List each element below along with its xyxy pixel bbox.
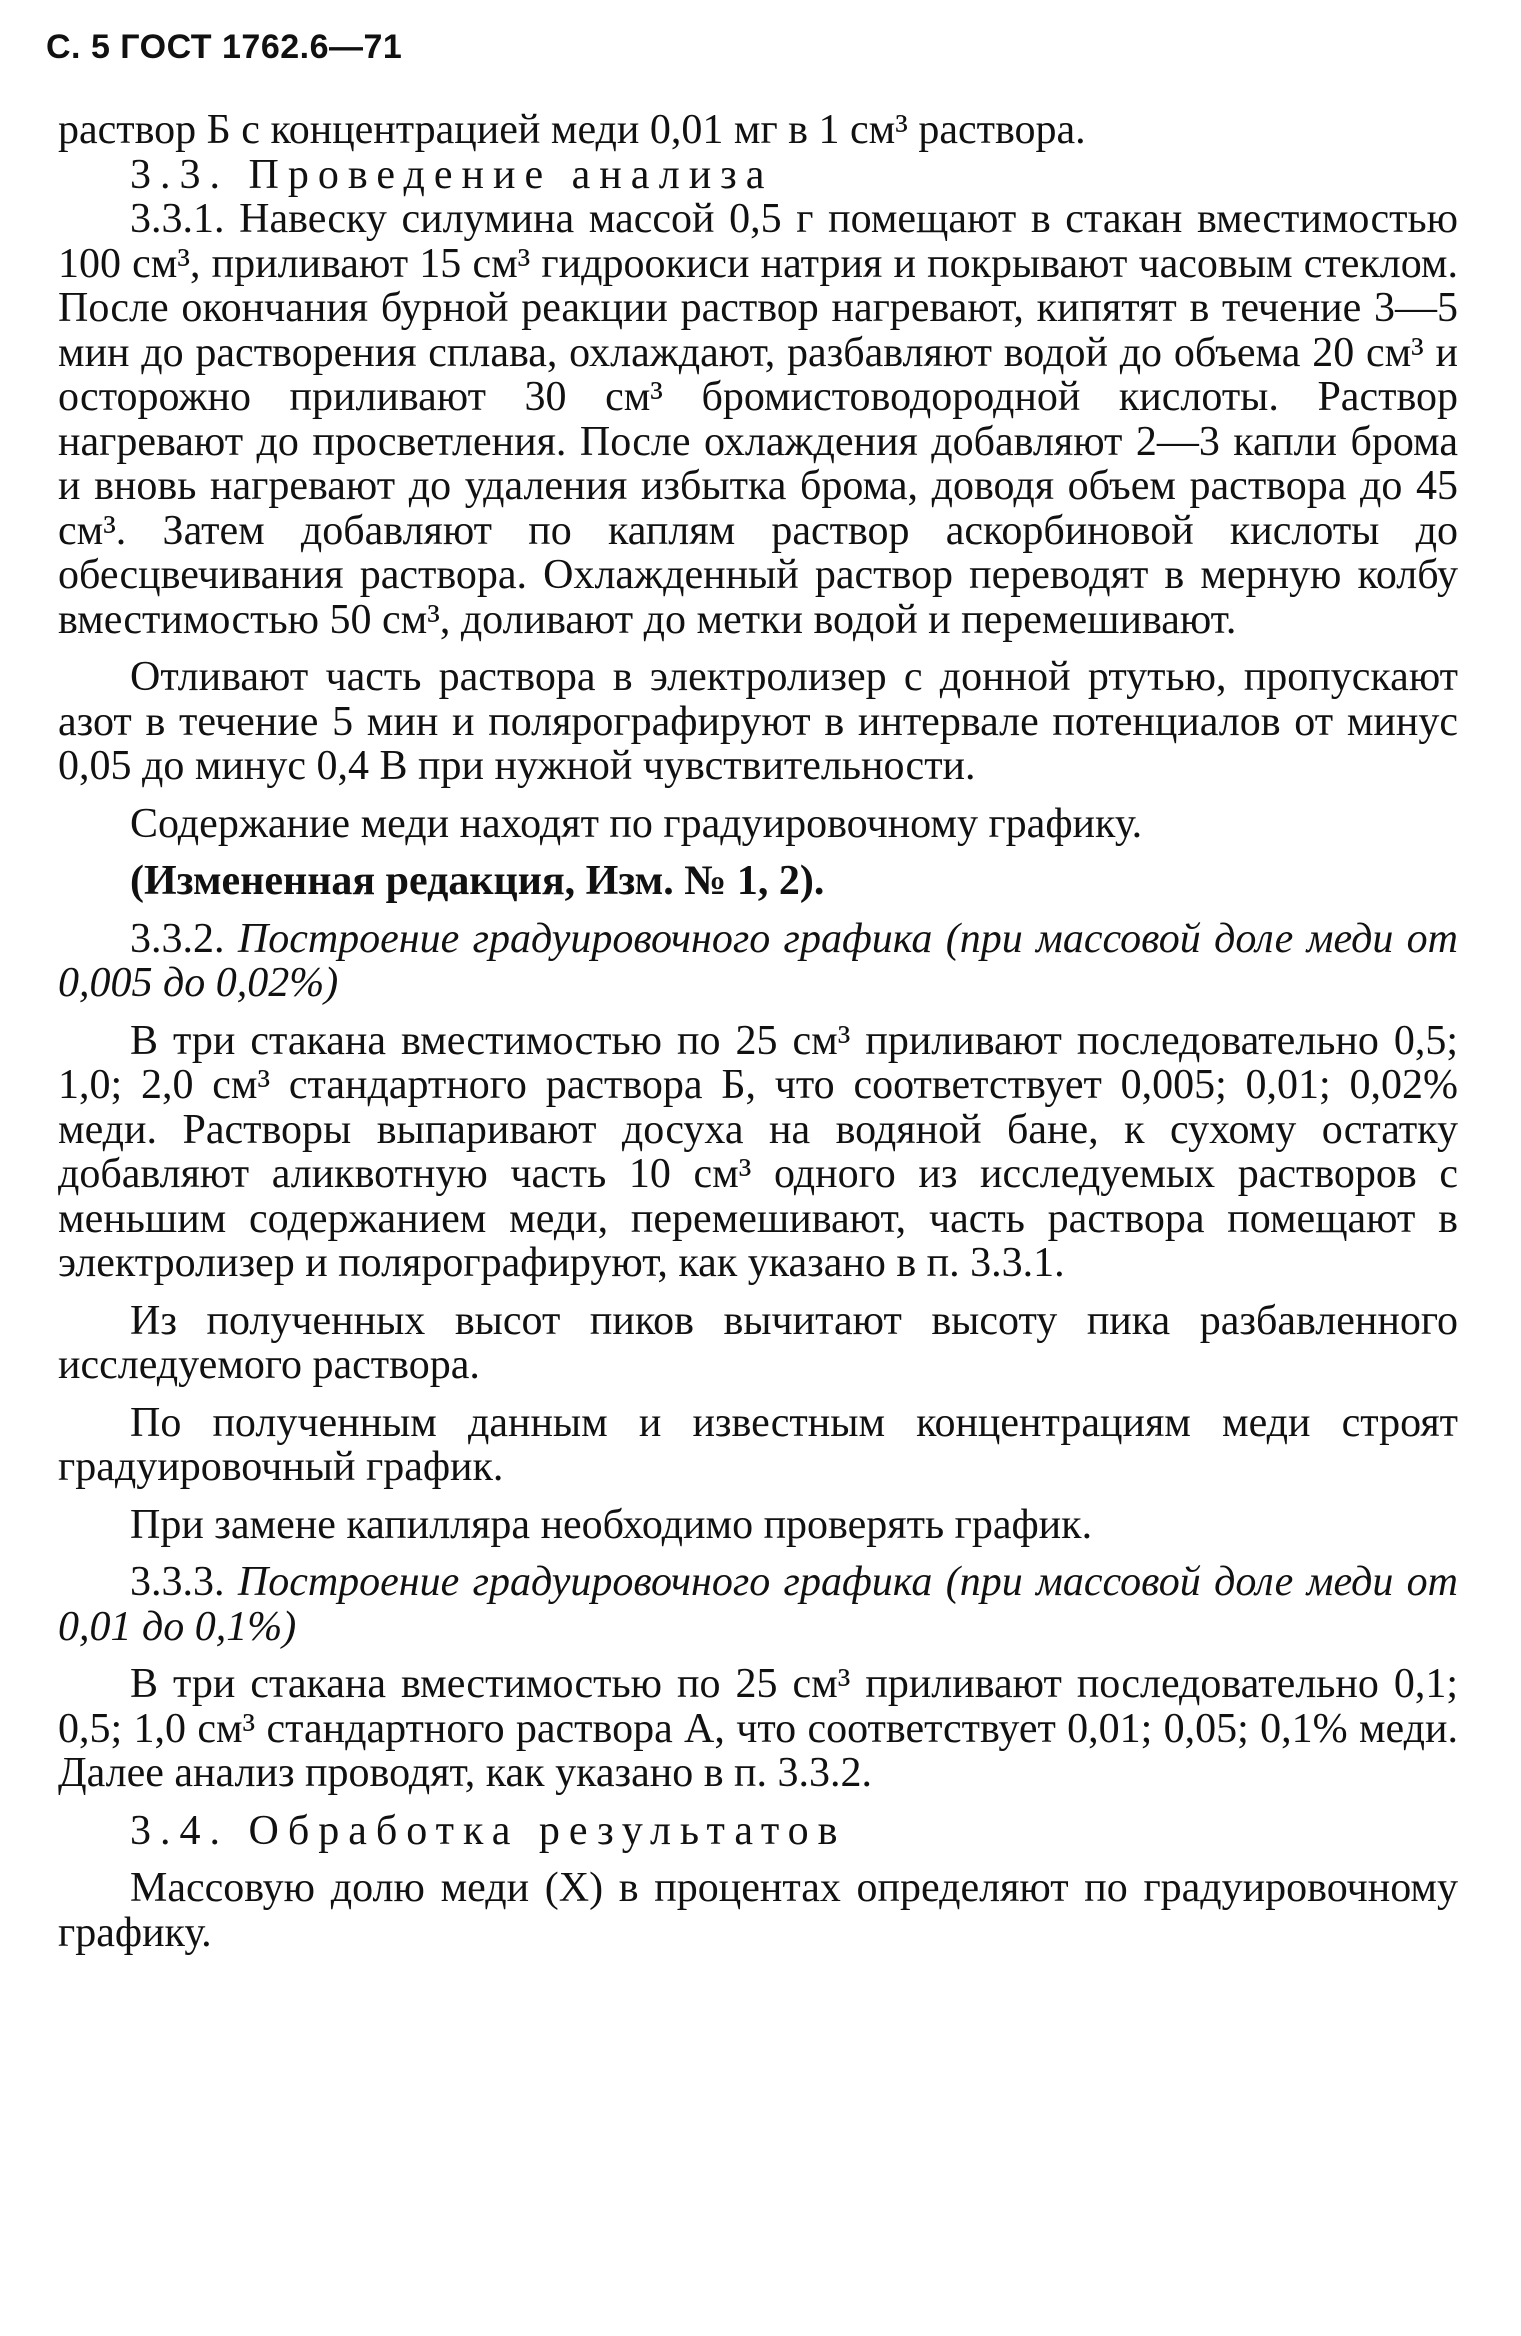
paragraph-3-3-3-procedure: В три стакана вместимостью по 25 см³ приливают последовательно 0,1; 0,5; 1,0 см³ стандартного раствора А, что соответствует 0,01; 0,05; 0,1% меди. Далее анализ проводят, как указано в п. 3.3.2. (58, 1661, 1458, 1796)
paragraph-3-3-2-peaks: Из полученных высот пиков вычитают высоту пика разбавленного исследуемого раствора. (58, 1297, 1458, 1388)
paragraph-3-3-2-capillary: При замене капилляра необходимо проверять график. (130, 1501, 1093, 1548)
subsection-heading-3-3-2 (58, 917, 1458, 1006)
paragraph-3-3-2-procedure: В три стакана вместимостью по 25 см³ приливают последовательно 0,5; 1,0; 2,0 см³ стандартного раствора Б, что соответствует 0,005; 0,01; 0,02% меди. Растворы выпаривают досуха на водяной бане, к сухому остатку добавляют аликвотную часть 10 см³ одного из исследуемых растворов с меньшим содержанием меди, перемешивают, часть раствора помещают в электролизер и полярографируют, как указано в п. 3.3.1. (58, 1017, 1458, 1286)
paragraph-3-3-1-result: Содержание меди находят по градуировочному графику. (130, 800, 1143, 847)
subsection-number: 3.3.3. (130, 1559, 225, 1605)
section-heading-3-3: 3.3. Проведение анализа (130, 151, 774, 198)
paragraph-intro: раствор Б с концентрацией меди 0,01 мг в 1 см³ раствора. (58, 107, 1086, 153)
document-body (58, 108, 1458, 1955)
paragraph-3-3-1-polarography: Отливают часть раствора в электролизер с донной ртутью, пропускают азот в течение 5 мин и полярографируют в интервале потенциалов от минус 0,05 до минус 0,4 В при нужной чувствительности. (58, 654, 1458, 789)
paragraph-3-3-1: 3.3.1. Навеску силумина массой 0,5 г помещают в стакан вместимостью 100 см³, приливают 15 см³ гидроокиси натрия и покрывают часовым стеклом. После окончания бурной реакции раствор нагревают, кипятят в течение 3—5 мин до растворения сплава, охлаждают, разбавляют водой до объема 20 см³ и осторожно приливают 30 см³ бромистоводородной кислоты. Раствор нагревают до просветления. После охлаждения добавляют 2—3 капли брома и вновь нагревают до удаления избытка брома, доводя объем раствора до 45 см³. Затем добавляют по каплям раствор аскорбиновой кислоты до обесцвечивания раствора. Охлажденный раствор переводят в мерную колбу вместимостью 50 см³, доливают до метки водой и перемешивают. (58, 196, 1458, 643)
paragraph-3-4: Массовую долю меди (X) в процентах определяют по градуировочному графику. (58, 1865, 1458, 1956)
amendment-note: (Измененная редакция, Изм. № 1, 2). (130, 858, 825, 904)
subsection-number: 3.3.2. (130, 915, 225, 962)
subsection-title: Построение градуировочного графика (при массовой доле меди от 0,005 до 0,02%) (58, 915, 1458, 1006)
paragraph-3-3-2-graph: По полученным данным и известным концентрациям меди строят градуировочный график. (58, 1399, 1458, 1490)
page-header: С. 5 ГОСТ 1762.6—71 (46, 28, 403, 66)
section-heading-3-4: 3.4. Обработка результатов (130, 1807, 847, 1854)
subsection-title: Построение градуировочного графика (при массовой доле меди от 0,01 до 0,1%) (58, 1559, 1458, 1650)
subsection-heading-3-3-3 (58, 1560, 1458, 1649)
